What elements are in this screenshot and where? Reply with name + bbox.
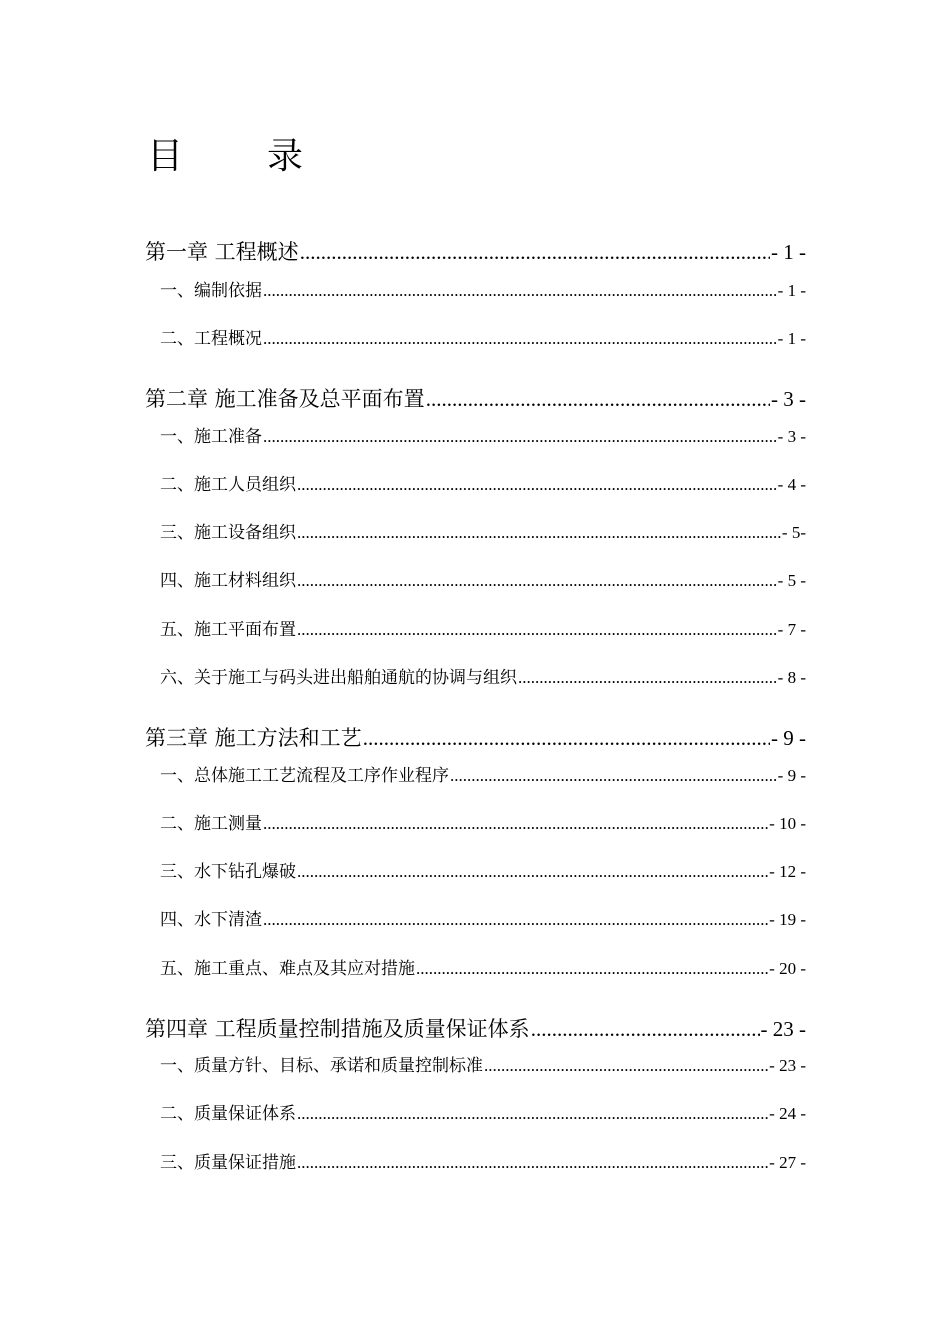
toc-leader-dots [484, 1056, 768, 1076]
toc-entry-label: 第二章 施工准备及总平面布置 [145, 387, 425, 411]
toc-entry-page: - 23 - [760, 1017, 806, 1041]
toc-entry-section[interactable] [160, 905, 806, 930]
toc-entry-label: 五、施工平面布置 [160, 620, 296, 640]
toc-leader-dots [300, 240, 770, 265]
toc-entry-section[interactable] [160, 761, 806, 786]
toc-entry-page: - 4 - [777, 475, 806, 494]
toc-entry-label: 一、总体施工工艺流程及工序作业程序 [160, 766, 449, 786]
toc-entry-section[interactable] [160, 276, 806, 301]
toc-leader-dots [297, 475, 777, 495]
toc-entry-label: 二、施工人员组织 [160, 475, 296, 495]
toc-entry-page: - 27 - [769, 1153, 806, 1172]
toc-leader-dots [297, 523, 781, 543]
toc-leader-dots [263, 329, 777, 349]
toc-entry-label: 二、施工测量 [160, 814, 262, 834]
toc-entry-page: - 24 - [769, 1104, 806, 1123]
toc-entry-page: - 9 - [777, 766, 806, 785]
toc-entry-label: 一、编制依据 [160, 281, 262, 301]
toc-entry-page: - 8 - [777, 668, 806, 687]
toc-entry-page: - 5 - [777, 571, 806, 590]
toc-entry-chapter-4[interactable] [145, 1013, 806, 1043]
toc-entry-section[interactable] [160, 954, 806, 979]
toc-entry-label: 第一章 工程概述 [145, 240, 299, 264]
toc-leader-dots [531, 1017, 760, 1042]
toc-entry-section[interactable] [160, 663, 806, 688]
toc-entry-page: - 12 - [769, 862, 806, 881]
toc-entry-label: 四、施工材料组织 [160, 571, 296, 591]
toc-leader-dots [416, 959, 768, 979]
toc-leader-dots [263, 814, 768, 834]
toc-leader-dots [297, 1104, 768, 1124]
toc-entry-label: 一、质量方针、目标、承诺和质量控制标准 [160, 1056, 483, 1076]
toc-entry-page: - 23 - [769, 1056, 806, 1075]
toc-entry-page: - 9 - [771, 726, 806, 750]
toc-entry-page: - 3 - [777, 427, 806, 446]
toc-leader-dots [297, 620, 777, 640]
toc-entry-section[interactable] [160, 809, 806, 834]
toc-entry-page: - 7 - [777, 620, 806, 639]
toc-entry-page: - 1 - [777, 281, 806, 300]
toc-entry-page: - 20 - [769, 959, 806, 978]
toc-entry-page: - 1 - [777, 329, 806, 348]
toc-leader-dots [263, 427, 777, 447]
toc-title-char-1: 目 [147, 136, 184, 177]
toc-title [147, 128, 303, 179]
toc-entry-section[interactable] [160, 857, 806, 882]
toc-entry-section[interactable] [160, 324, 806, 349]
toc-entry-label: 六、关于施工与码头进出船舶通航的协调与组织 [160, 668, 517, 688]
toc-entry-chapter-1[interactable] [145, 236, 806, 266]
toc-leader-dots [363, 726, 770, 751]
toc-entry-label: 三、水下钻孔爆破 [160, 862, 296, 882]
toc-leader-dots [426, 387, 770, 412]
toc-entry-label: 一、施工准备 [160, 427, 262, 447]
toc-entry-page: - 1 - [771, 240, 806, 264]
toc-title-char-2: 录 [267, 136, 304, 177]
toc-entry-section[interactable] [160, 518, 806, 543]
toc-entry-page: - 19 - [769, 910, 806, 929]
toc-entry-label: 三、质量保证措施 [160, 1153, 296, 1173]
toc-entry-chapter-3[interactable] [145, 722, 806, 752]
toc-entry-label: 二、质量保证体系 [160, 1104, 296, 1124]
toc-entry-section[interactable] [160, 470, 806, 495]
toc-entry-page: - 10 - [769, 814, 806, 833]
toc-leader-dots [297, 862, 768, 882]
toc-leader-dots [263, 910, 768, 930]
toc-entry-section[interactable] [160, 1148, 806, 1173]
toc-entry-section[interactable] [160, 615, 806, 640]
toc-entry-section[interactable] [160, 1099, 806, 1124]
toc-entry-page: - 5- [781, 523, 806, 542]
toc-entry-label: 第四章 工程质量控制措施及质量保证体系 [145, 1017, 530, 1041]
toc-entry-section[interactable] [160, 1051, 806, 1076]
toc-entry-section[interactable] [160, 422, 806, 447]
toc-leader-dots [297, 1153, 768, 1173]
toc-entry-label: 三、施工设备组织 [160, 523, 296, 543]
toc-leader-dots [263, 281, 777, 301]
toc-leader-dots [297, 571, 777, 591]
toc-entry-page: - 3 - [771, 387, 806, 411]
toc-entry-section[interactable] [160, 566, 806, 591]
toc-leader-dots [450, 766, 777, 786]
toc-leader-dots [518, 668, 777, 688]
toc-entry-label: 四、水下清渣 [160, 910, 262, 930]
toc-entry-label: 二、工程概况 [160, 329, 262, 349]
toc-entry-label: 五、施工重点、难点及其应对措施 [160, 959, 415, 979]
toc-entry-label: 第三章 施工方法和工艺 [145, 726, 362, 750]
toc-entry-chapter-2[interactable] [145, 383, 806, 413]
